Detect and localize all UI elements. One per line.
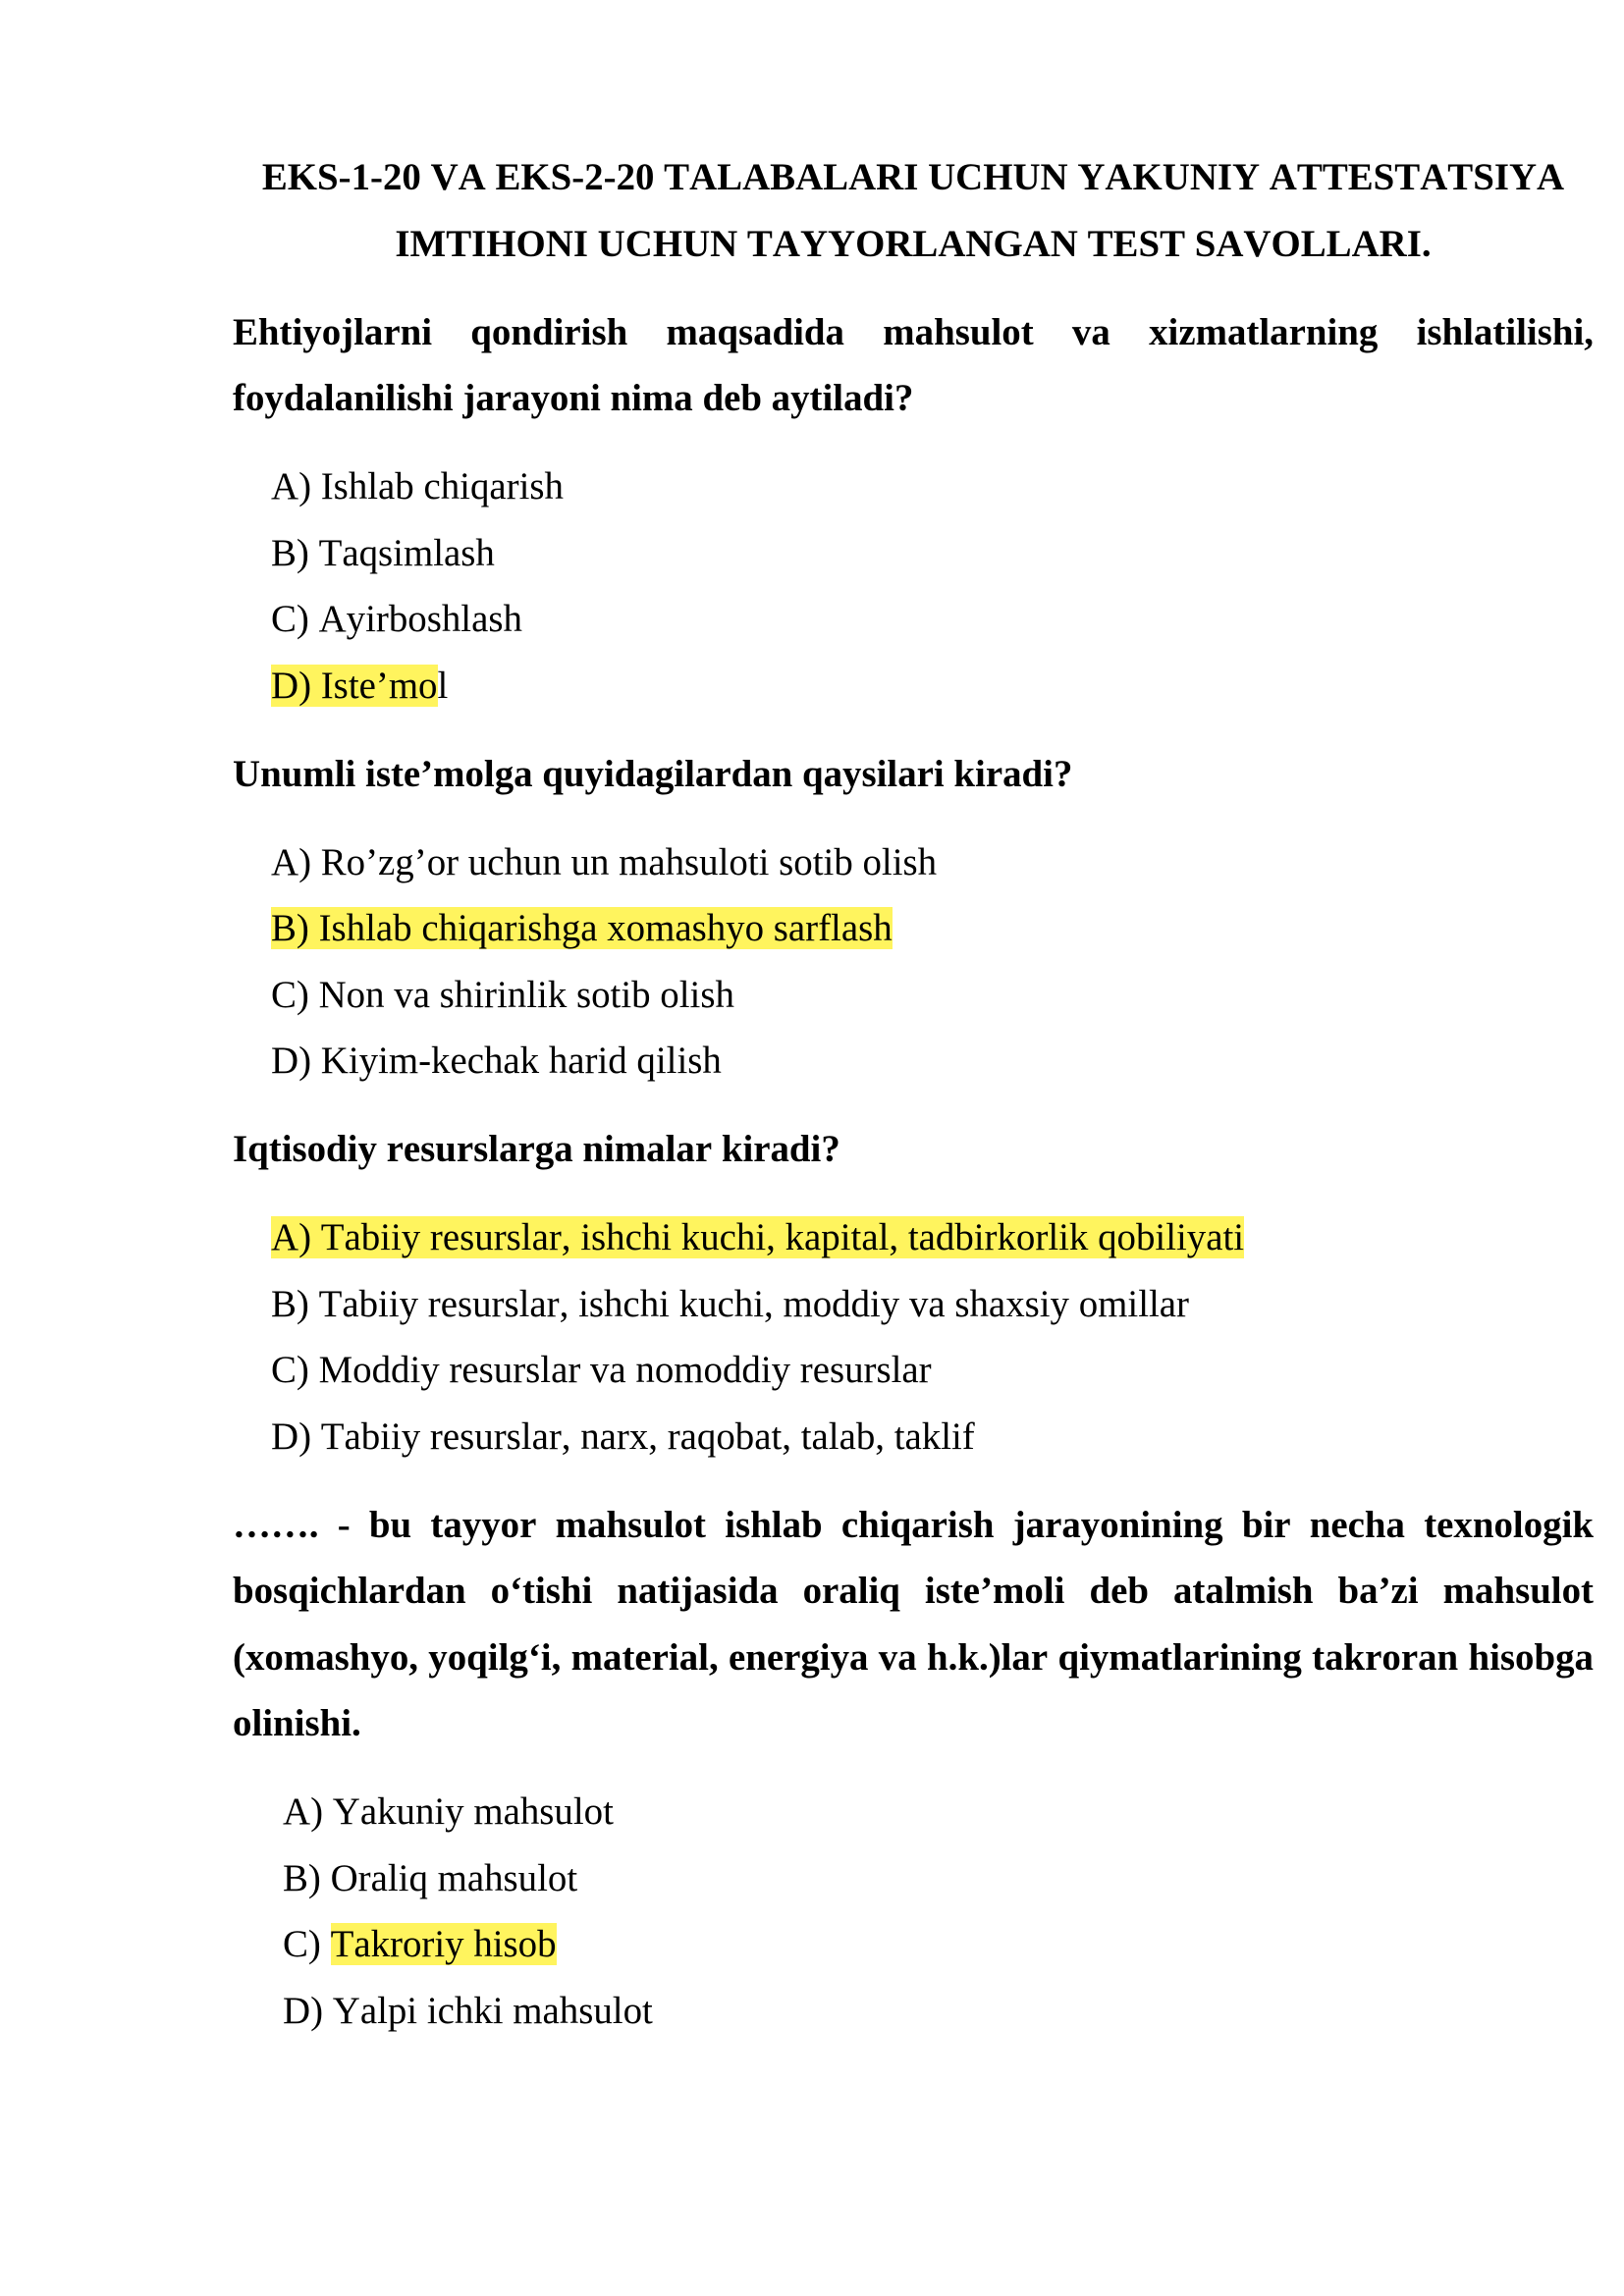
question-block-1 [233,299,1594,720]
option-text: D) Yalpi ichki mahsulot [283,1989,653,2032]
question-3-text: Iqtisodiy resurslarga nimalar kiradi? [233,1128,840,1170]
option-text-rest: l [437,664,449,707]
q2-option-a [271,829,1594,896]
q3-option-b [271,1271,1594,1338]
option-text: B) Oraliq mahsulot [283,1856,578,1899]
option-label: C) [283,1923,331,1965]
question-2-options [233,829,1594,1095]
q3-option-c [271,1337,1594,1404]
option-text: A) Ro’zg’or uchun un mahsuloti sotib olish [271,840,938,883]
question-1-text: Ehtiyojlarni qondirish maqsadida mahsulot va xizmatlarning ishlatilishi, foydalanilishi jarayoni nima deb aytiladi? [233,310,1594,419]
q4-option-b [283,1845,1594,1912]
q2-option-b [271,895,1594,962]
option-text: C) Moddiy resurslar va nomoddiy resurslar [271,1349,932,1391]
option-text: B) Taqsimlash [271,531,495,574]
title-line-2: IMTIHONI UCHUN TAYYORLANGAN TEST SAVOLLARI. [395,222,1432,265]
question-3-options [233,1204,1594,1469]
q1-option-b [271,520,1594,587]
q3-option-d [271,1404,1594,1470]
option-text: D) Tabiiy resurslar, narx, raqobat, talab, taklif [271,1415,975,1458]
question-4-text: ……. - bu tayyor mahsulot ishlab chiqarish jarayonining bir necha texnologik bosqichlardan o‘tishi natijasida oraliq iste’moli deb atalmish ba’zi mahsulot (xomashyo, yoqilg‘i, material, energiya va h.k.)lar qiymatlarining takroran hisobga olinishi. [233,1503,1594,1744]
option-text: C) Non va shirinlik sotib olish [271,973,734,1016]
q2-option-d [271,1028,1594,1095]
q3-option-a [271,1204,1594,1271]
question-2-text: Unumli iste’molga quyidagilardan qaysilari kiradi? [233,752,1073,795]
q1-option-c [271,586,1594,653]
q4-option-d [283,1978,1594,2045]
q4-option-a [283,1779,1594,1845]
title-line-1: EKS-1-20 VA EKS-2-20 TALABALARI UCHUN YAKUNIY ATTESTATSIYA [261,156,1565,198]
question-block-4 [233,1492,1594,2045]
option-text: A) Ishlab chiqarish [271,465,564,507]
q1-option-d [271,653,1594,720]
option-text: C) Ayirboshlash [271,598,522,640]
question-block-3 [233,1116,1594,1469]
correct-answer-highlight: Takroriy hisob [330,1923,557,1965]
q2-option-c [271,962,1594,1029]
question-1-options [233,454,1594,719]
option-text: D) Kiyim-kechak harid qilish [271,1040,722,1082]
correct-answer-highlight: B) Ishlab chiqarishga xomashyo sarflash [271,907,893,949]
question-4-options [233,1779,1594,2044]
q1-option-a [271,454,1594,520]
correct-answer-highlight: A) Tabiiy resurslar, ishchi kuchi, kapital, tadbirkorlik qobiliyati [271,1216,1245,1258]
document-page [233,144,1594,2066]
document-title [233,144,1594,277]
q4-option-c [283,1911,1594,1978]
question-block-2 [233,741,1594,1095]
correct-answer-highlight: D) Iste’mo [271,664,438,707]
option-text: B) Tabiiy resurslar, ishchi kuchi, moddiy va shaxsiy omillar [271,1282,1189,1325]
option-text: A) Yakuniy mahsulot [283,1790,614,1833]
